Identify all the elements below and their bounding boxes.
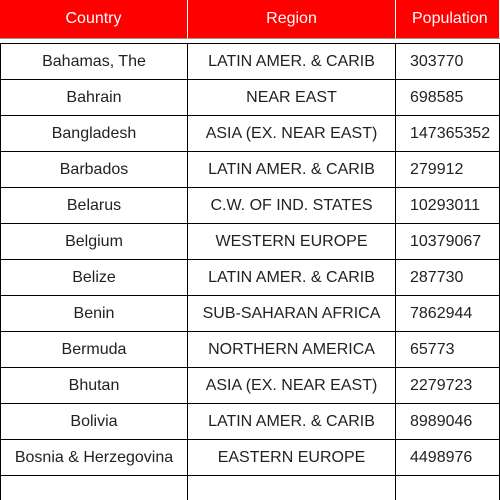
cell-region: NORTHERN AMERICA: [188, 332, 396, 367]
column-header-population[interactable]: Population: [396, 0, 500, 38]
cell-population: 2279723: [396, 368, 500, 403]
table-row[interactable]: [0, 116, 500, 152]
cell-population-empty: [396, 476, 500, 500]
cell-region: LATIN AMER. & CARIB: [188, 44, 396, 79]
cell-population: 65773: [396, 332, 500, 367]
table-body: [0, 43, 500, 500]
table-row[interactable]: [0, 224, 500, 260]
cell-region: LATIN AMER. & CARIB: [188, 404, 396, 439]
cell-population: 4498976: [396, 440, 500, 475]
cell-region: ASIA (EX. NEAR EAST): [188, 368, 396, 403]
table-row[interactable]: [0, 80, 500, 116]
table-row[interactable]: [0, 44, 500, 80]
cell-population: 10293011: [396, 188, 500, 223]
cell-region: ASIA (EX. NEAR EAST): [188, 116, 396, 151]
cell-region: LATIN AMER. & CARIB: [188, 260, 396, 295]
cell-population: 698585: [396, 80, 500, 115]
cell-population: 7862944: [396, 296, 500, 331]
cell-region: WESTERN EUROPE: [188, 224, 396, 259]
table-row[interactable]: [0, 440, 500, 476]
column-header-country[interactable]: Country: [0, 0, 188, 38]
cell-population: 303770: [396, 44, 500, 79]
cell-population: 279912: [396, 152, 500, 187]
cell-country: Bahrain: [0, 80, 188, 115]
table-row-partial[interactable]: [0, 476, 500, 500]
table-row[interactable]: [0, 404, 500, 440]
cell-country: Bosnia & Herzegovina: [0, 440, 188, 475]
table-row[interactable]: [0, 260, 500, 296]
table-header: [0, 0, 500, 39]
table-row[interactable]: [0, 368, 500, 404]
cell-country: Bahamas, The: [0, 44, 188, 79]
table-row[interactable]: [0, 296, 500, 332]
cell-country: Bolivia: [0, 404, 188, 439]
cell-population: 8989046: [396, 404, 500, 439]
table-row[interactable]: [0, 152, 500, 188]
cell-region: EASTERN EUROPE: [188, 440, 396, 475]
table-row[interactable]: [0, 332, 500, 368]
cell-country: Bhutan: [0, 368, 188, 403]
table-row[interactable]: [0, 188, 500, 224]
cell-population: 10379067: [396, 224, 500, 259]
cell-country: Belize: [0, 260, 188, 295]
cell-region: SUB-SAHARAN AFRICA: [188, 296, 396, 331]
cell-region: NEAR EAST: [188, 80, 396, 115]
cell-country: Belgium: [0, 224, 188, 259]
cell-population: 287730: [396, 260, 500, 295]
cell-population: 147365352: [396, 116, 500, 151]
cell-region: C.W. OF IND. STATES: [188, 188, 396, 223]
cell-country: Benin: [0, 296, 188, 331]
column-header-region[interactable]: Region: [188, 0, 396, 38]
cell-country: Belarus: [0, 188, 188, 223]
cell-region-empty: [188, 476, 396, 500]
cell-country: Barbados: [0, 152, 188, 187]
cell-country: Bangladesh: [0, 116, 188, 151]
cell-region: LATIN AMER. & CARIB: [188, 152, 396, 187]
cell-country-empty: [0, 476, 188, 500]
cell-country: Bermuda: [0, 332, 188, 367]
